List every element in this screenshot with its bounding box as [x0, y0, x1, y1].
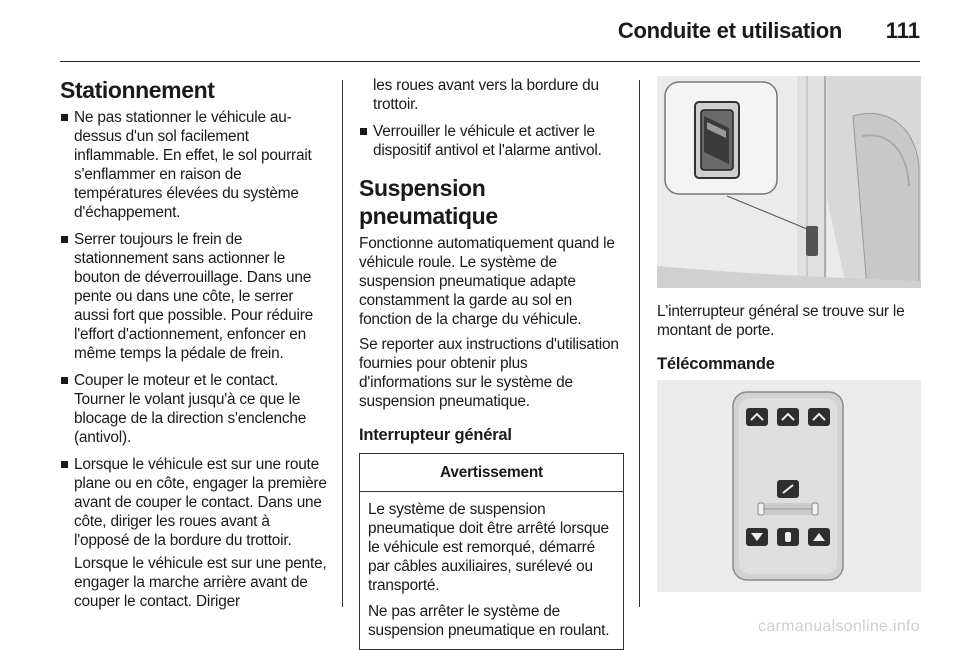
parking-bullet-list: [60, 108, 328, 550]
warning-paragraph-2: Ne pas arrêter le système de suspension pneumatique en roulant.: [368, 603, 610, 639]
column-3: [657, 302, 921, 374]
paragraph-suspension-auto: Fonctionne automatiquement quand le véhicule roule. Le système de suspension pneumatique adapte constamment la garde au sol en fonction de la charge du véhicule.: [359, 235, 615, 328]
column-1: [60, 76, 328, 617]
paragraph-suspension-info: Se reporter aux instructions d'utilisation fournies pour obtenir plus d'informations sur le système de suspension pneumatique.: [359, 336, 619, 410]
page-number: 111: [885, 18, 920, 43]
figure-caption: L'interrupteur général se trouve sur le montant de porte.: [657, 303, 905, 339]
remote-control-illustration-icon: [657, 380, 921, 592]
header-rule: [60, 61, 920, 62]
warning-box: [359, 453, 624, 650]
list-item: Verrouiller le véhicule et activer le dispositif antivol et l'alarme antivol.: [359, 122, 624, 160]
page-header: [0, 0, 960, 62]
list-item: Lorsque le véhicule est sur une route plane ou en côte, engager la première avant de couper le contact. Dans une côte, diriger les roues avant à l'opposé de la bordure du trottoir.: [60, 455, 328, 550]
chapter-title: Conduite et utilisation: [617, 18, 842, 43]
section-heading-suspension: Suspension pneumatique: [359, 175, 498, 229]
carry-over-text: les roues avant vers la bordure du trottoir.: [373, 77, 599, 113]
watermark: carmanualsonline.info: [758, 618, 920, 635]
column-2: [359, 76, 624, 650]
bullet-continuation: Lorsque le véhicule est sur une pente, engager la marche arrière avant de couper le contact. Diriger: [74, 555, 327, 610]
subheading-remote: Télécommande: [657, 355, 775, 373]
section-heading-stationnement: Stationnement: [60, 77, 215, 103]
switch-illustration-figure: [657, 76, 921, 288]
list-item: Serrer toujours le frein de stationnement sans actionner le bouton de déverrouillage. Dans une pente ou dans une côte, le serrer aussi fort que possible. Pour réduire l'effort d'actionnement, enfoncer en même temps la pédale de frein.: [60, 230, 328, 363]
subheading-main-switch: Interrupteur général: [359, 426, 512, 444]
column-divider-right: [639, 80, 640, 607]
column-divider-left: [342, 80, 343, 607]
warning-body: [360, 492, 623, 649]
remote-control-illustration-figure: [657, 380, 921, 592]
list-item: Ne pas stationner le véhicule au-dessus d'un sol facilement inflammable. En effet, le sol pourrait s'enflammer en raison de températures élevées du système d'échappement.: [60, 108, 328, 222]
warning-title: Avertissement: [360, 454, 623, 492]
lock-bullet-list: [359, 122, 624, 160]
list-item: Couper le moteur et le contact. Tourner le volant jusqu'à ce que le blocage de la direction s'enclenche (antivol).: [60, 371, 328, 447]
switch-illustration-icon: [657, 76, 921, 288]
warning-paragraph-1: Le système de suspension pneumatique doit être arrêté lorsque le véhicule est remorqué, démarré par câbles auxiliaires, surélevé ou transporté.: [368, 501, 609, 594]
